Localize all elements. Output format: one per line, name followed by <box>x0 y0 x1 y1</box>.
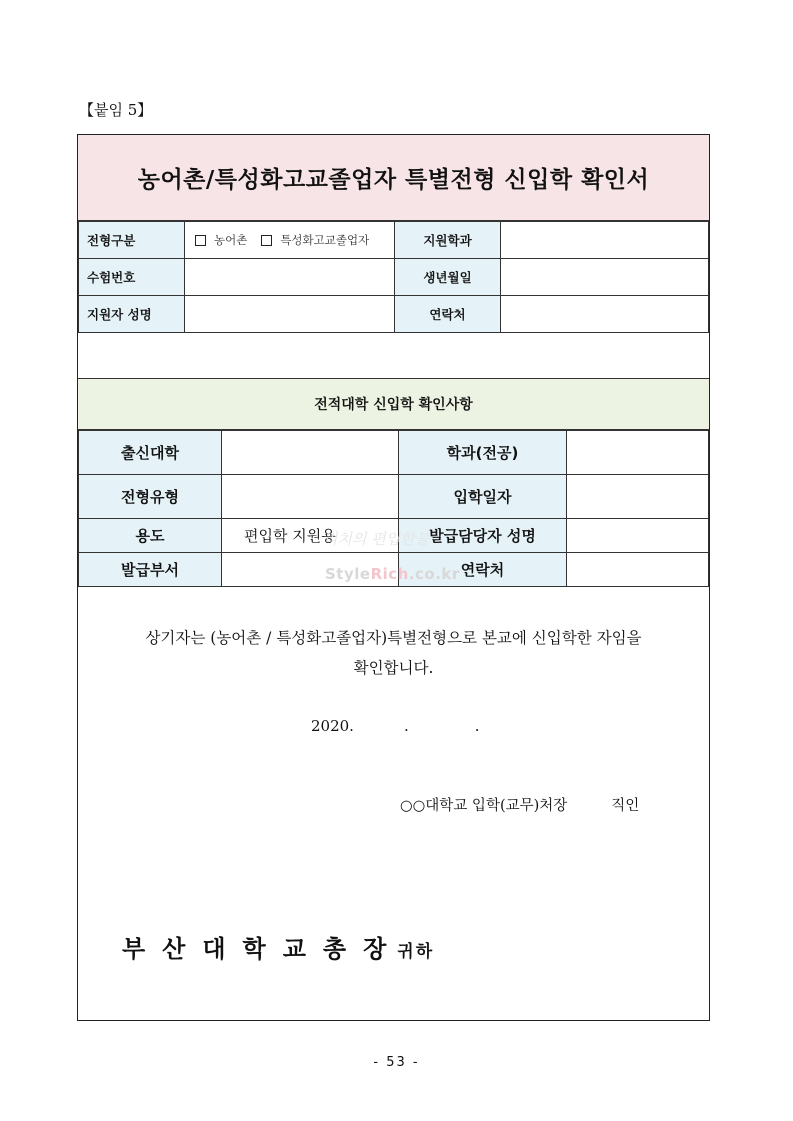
issuing-dept-label: 발급부서 <box>79 553 222 587</box>
origin-univ-field[interactable] <box>222 431 399 475</box>
dob-label: 생년월일 <box>395 259 501 296</box>
checkbox-icon[interactable] <box>195 235 206 246</box>
contact-field[interactable] <box>501 296 709 333</box>
checkbox-icon[interactable] <box>261 235 272 246</box>
table-row <box>79 222 709 259</box>
issuing-officer-field[interactable] <box>567 519 709 553</box>
option-rural[interactable]: 농어촌 <box>195 233 247 247</box>
admission-category-field[interactable] <box>222 475 399 519</box>
table-row <box>79 296 709 333</box>
admission-type-label: 전형구분 <box>79 222 185 259</box>
issue-date: 2020. . . <box>311 717 480 735</box>
issuing-officer-label: 발급담당자 성명 <box>399 519 567 553</box>
section-title: 전적대학 신입학 확인사항 <box>78 379 709 430</box>
dept-field[interactable] <box>501 222 709 259</box>
issuing-contact-label: 연락처 <box>399 553 567 587</box>
form-title: 농어촌/특성화고교졸업자 특별전형 신입학 확인서 <box>78 135 709 221</box>
major-field[interactable] <box>567 431 709 475</box>
exam-number-field[interactable] <box>185 259 395 296</box>
origin-univ-label: 출신대학 <box>79 431 222 475</box>
contact-label: 연락처 <box>395 296 501 333</box>
signer-title: ○○대학교 입학(교무)처장 <box>400 798 568 814</box>
option-vocational[interactable]: 특성화고교졸업자 <box>261 233 369 247</box>
page-number: - 53 - <box>373 1055 420 1070</box>
admission-date-label: 입학일자 <box>399 475 567 519</box>
table-row <box>79 431 709 475</box>
addressee: 부산대학교총장귀하 <box>122 934 435 963</box>
seal-mark: 직인 <box>611 798 640 814</box>
major-label: 학과(전공) <box>399 431 567 475</box>
attachment-label: 【붙임 5】 <box>79 101 153 119</box>
table-row <box>79 475 709 519</box>
applicant-name-field[interactable] <box>185 296 395 333</box>
blank-row <box>78 332 709 379</box>
signer-line <box>400 794 639 815</box>
exam-number-label: 수험번호 <box>79 259 185 296</box>
confirmation-statement: 상기자는 (농어촌 / 특성화고졸업자)특별전형으로 본교에 신입학한 자임을 확인합니다. <box>145 629 642 677</box>
watermark-script: 리치의 편입한불 <box>323 530 430 548</box>
prior-univ-table <box>78 430 709 587</box>
watermark-logo: StyleRich.co.kr <box>325 565 460 583</box>
dept-label: 지원학과 <box>395 222 501 259</box>
applicant-table <box>78 221 709 333</box>
purpose-label: 용도 <box>79 519 222 553</box>
admission-date-field[interactable] <box>567 475 709 519</box>
table-row <box>79 259 709 296</box>
admission-type-options <box>185 222 395 259</box>
dob-field[interactable] <box>501 259 709 296</box>
applicant-name-label: 지원자 성명 <box>79 296 185 333</box>
issuing-contact-field[interactable] <box>567 553 709 587</box>
admission-category-label: 전형유형 <box>79 475 222 519</box>
purpose-value: 편입학 지원용 <box>222 519 399 553</box>
